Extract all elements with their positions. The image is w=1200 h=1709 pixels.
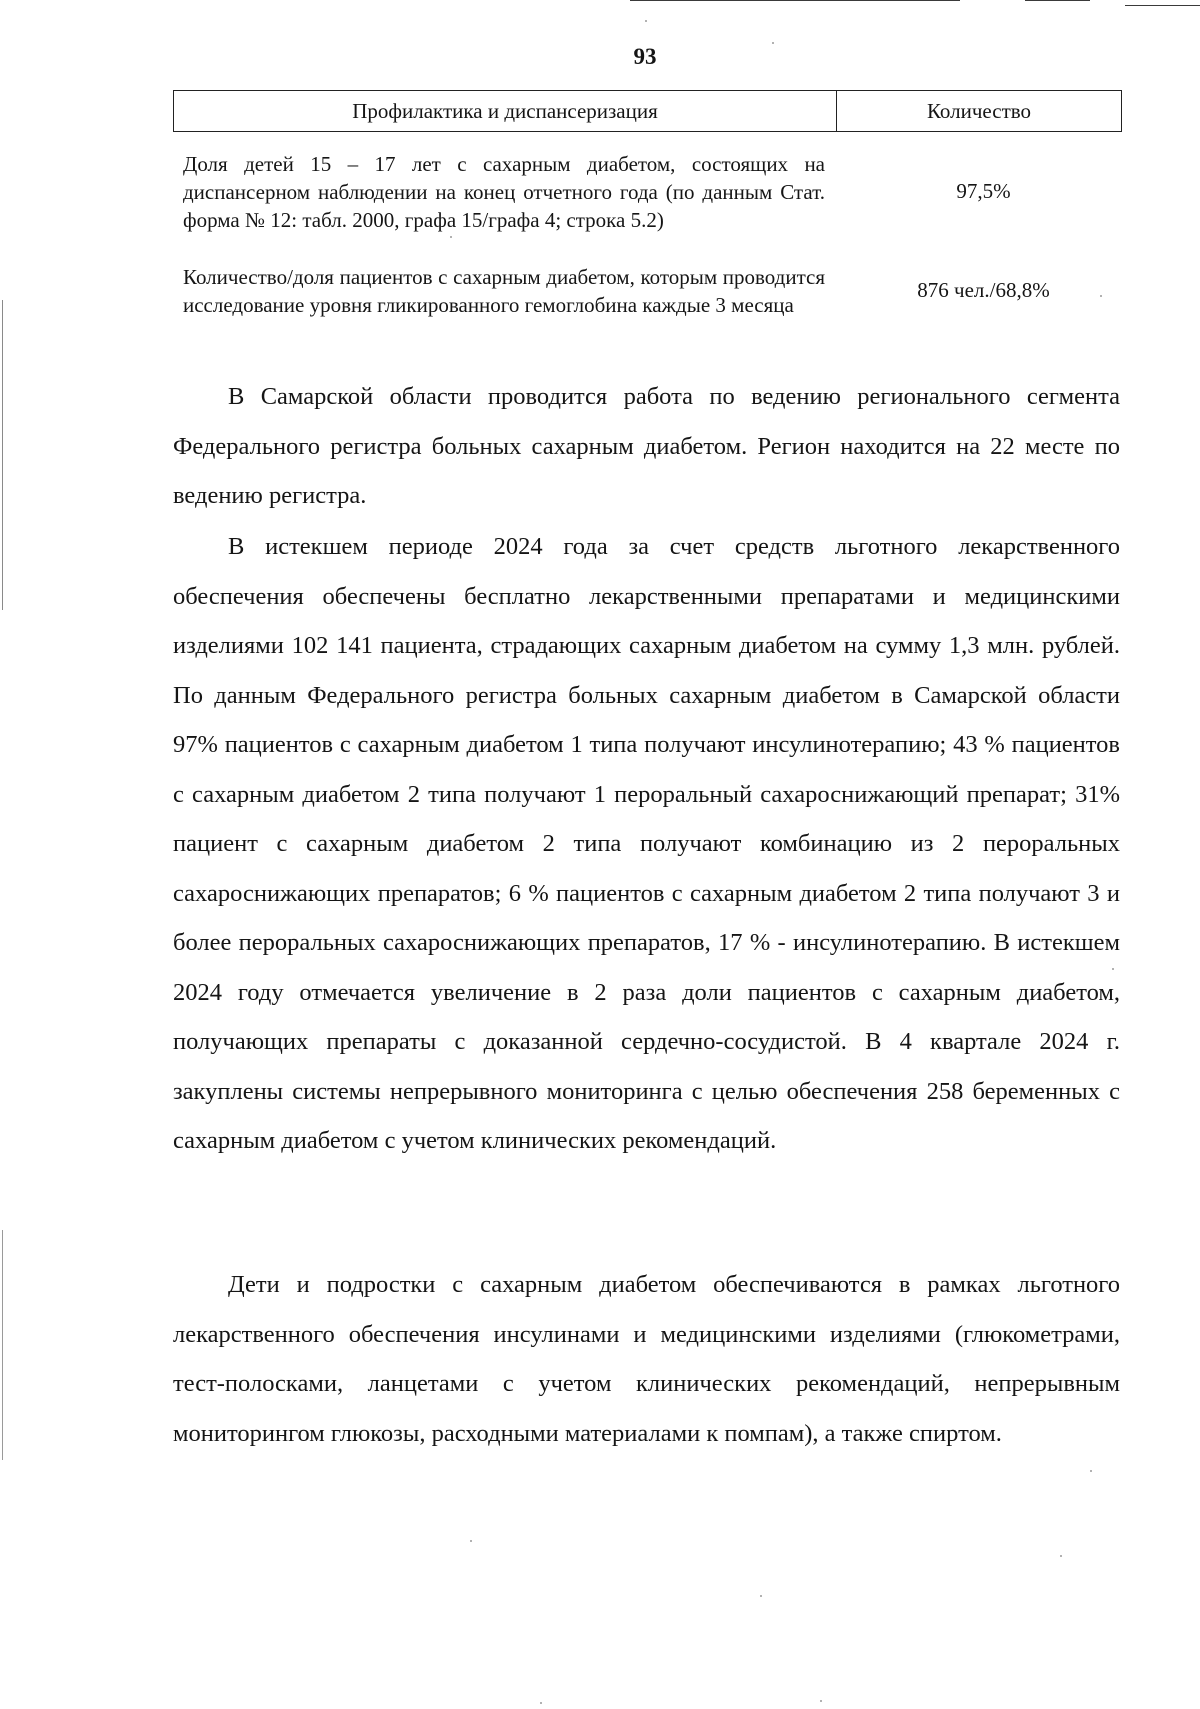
scan-speck <box>820 1700 822 1702</box>
scan-speck <box>1090 1470 1092 1472</box>
table-cell-value: 97,5% <box>956 179 1011 203</box>
scan-artifact-line <box>1025 0 1090 1</box>
table-cell-description: Количество/доля пациентов с сахарным диабетом, которым проводится исследование уровня гликированного гемоглобина каждые 3 месяца <box>183 264 825 317</box>
scan-speck <box>470 1540 472 1542</box>
scan-artifact-edge <box>2 1230 3 1460</box>
table-row <box>173 135 1122 248</box>
table-header <box>173 90 1122 132</box>
page-number: 93 <box>633 44 657 69</box>
scan-speck <box>1060 1555 1062 1557</box>
table-cell-description: Доля детей 15 – 17 лет с сахарным диабетом, состоящих на диспансерном наблюдении на конец отчетного года (по данным Стат. форма № 12: табл. 2000, графа 15/графа 4; строка 5.2) <box>183 151 825 232</box>
scan-artifact-line <box>1125 5 1200 6</box>
table-header-quantity: Количество <box>926 99 1032 123</box>
scan-speck <box>760 1595 762 1597</box>
prevention-table <box>173 90 1122 333</box>
table-row <box>173 248 1122 333</box>
table-header-prevention: Профилактика и диспансеризация <box>174 91 837 131</box>
scan-artifact-edge <box>2 300 3 610</box>
paragraph-register: В Самарской области проводится работа по ведению регионального сегмента Федерального регистра больных сахарным диабетом. Регион находится на 22 месте по ведению регистра. <box>173 383 1120 509</box>
scan-artifact-line <box>630 0 960 1</box>
paragraph-children-provision: Дети и подростки с сахарным диабетом обеспечиваются в рамках льготного лекарственного обеспечения инсулинами и медицинскими изделиями (глюкометрами, тест-полосками, ланцетами с учетом клинических рекомендаций, непрерывным мониторингом глюкозы, расходными материалами к помпам), а также спиртом. <box>173 1271 1120 1447</box>
scan-speck <box>645 20 647 22</box>
paragraph-drug-provision: В истекшем периоде 2024 года за счет средств льготного лекарственного обеспечения обеспечены бесплатно лекарственными препаратами и медицинскими изделиями 102 141 пациента, страдающих сахарным диабетом на сумму 1,3 млн. рублей. По данным Федерального регистра больных сахарным диабетом в Самарской области 97% пациентов с сахарным диабетом 1 типа получают инсулинотерапию; 43 % пациентов с сахарным диабетом 2 типа получают 1 пероральный сахароснижающий препарат; 31% пациент с сахарным диабетом 2 типа получают комбинацию из 2 пероральных сахароснижающих препаратов; 6 % пациентов с сахарным диабетом 2 типа получают 3 и более пероральных сахароснижающих препаратов, 17 % - инсулинотерапию. В истекшем 2024 году отмечается увеличение в 2 раза доли пациентов с сахарным диабетом, получающих препараты с доказанной сердечно-сосудистой. В 4 квартале 2024 г. закуплены системы непрерывного мониторинга с целью обеспечения 258 беременных с сахарным диабетом с учетом клинических рекомендаций. <box>173 533 1120 1154</box>
table-cell-value: 876 чел./68,8% <box>917 278 1050 302</box>
scan-speck <box>540 1702 542 1704</box>
